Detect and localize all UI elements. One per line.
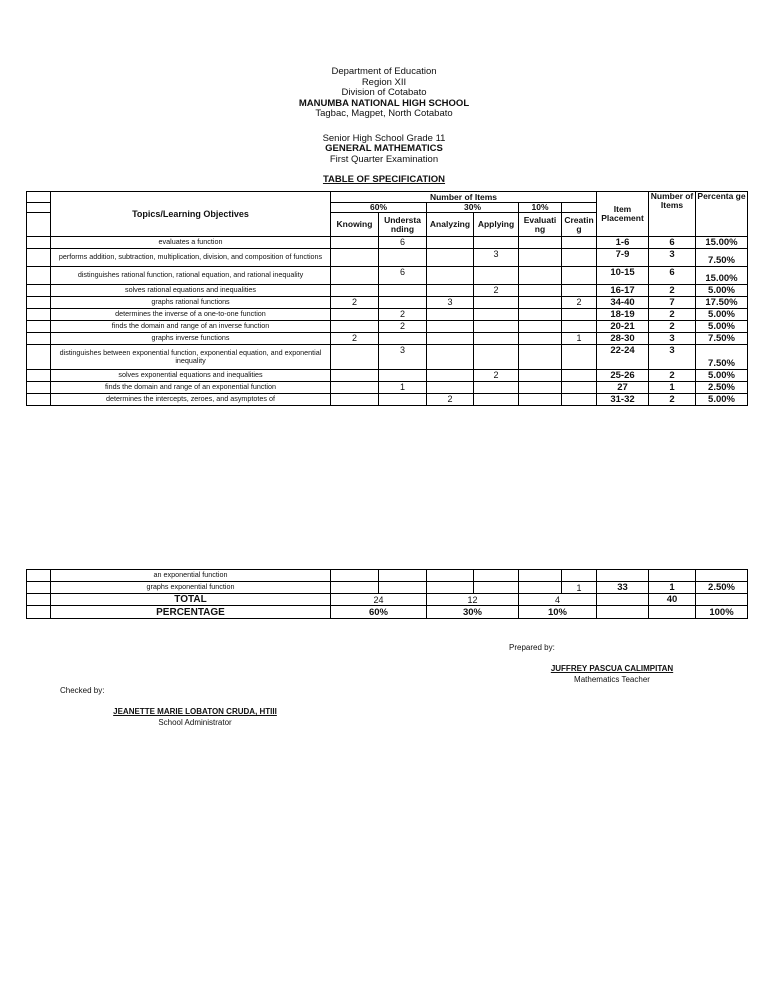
perc-10: 10% (519, 606, 597, 619)
item-placement: 10-15 (597, 267, 649, 285)
percentage: 15.00% (696, 267, 748, 285)
table-row (27, 382, 748, 394)
number-of-items-header: Number of Items (331, 192, 597, 203)
perc-30: 30% (427, 606, 519, 619)
evaluating-count (519, 370, 562, 382)
applying-count (474, 345, 519, 370)
creating-count (562, 249, 597, 267)
evaluating-header: Evaluati ng (519, 213, 562, 237)
table-row (27, 582, 748, 594)
number-of-items: 2 (649, 309, 696, 321)
creating-count: 1 (562, 333, 597, 345)
knowing-header: Knowing (331, 213, 379, 237)
item-placement-header: Item Placement (597, 192, 649, 237)
table-row (27, 297, 748, 309)
preparer-block (548, 664, 676, 684)
understanding-count (379, 297, 427, 309)
analyzing-count: 2 (427, 394, 474, 406)
objective-text: graphs inverse functions (51, 333, 331, 345)
evaluating-count (519, 333, 562, 345)
objective-text: graphs exponential function (51, 582, 331, 594)
applying-count (474, 382, 519, 394)
analyzing-count (427, 285, 474, 297)
objective-text: finds the domain and range of an exponential function (51, 382, 331, 394)
preparer-name: JUFFREY PASCUA CALIMPITAN (550, 664, 674, 673)
table-row (27, 285, 748, 297)
analyzing-count (427, 345, 474, 370)
percentage: 15.00% (696, 237, 748, 249)
number-of-items: 2 (649, 394, 696, 406)
evaluating-count (519, 297, 562, 309)
analyzing-count (427, 333, 474, 345)
percentage: 7.50% (696, 249, 748, 267)
evaluating-count (519, 267, 562, 285)
creating-count (562, 321, 597, 333)
creating-header: Creatin g (562, 213, 597, 237)
creating-count (562, 237, 597, 249)
pct-60-header: 60% (331, 203, 427, 213)
continued-objective: an exponential function (51, 570, 331, 582)
number-of-items: 1 (649, 382, 696, 394)
creating-count (562, 309, 597, 321)
checked-by-label: Checked by: (60, 686, 105, 695)
document-title: TABLE OF SPECIFICATION (322, 174, 446, 185)
total-30: 12 (427, 594, 519, 606)
checker-title: School Administrator (158, 718, 232, 727)
evaluating-count (519, 285, 562, 297)
applying-count: 3 (474, 249, 519, 267)
objective-text: distinguishes rational function, rational equation, and rational inequality (51, 267, 331, 285)
creating-count (562, 370, 597, 382)
creating-count: 1 (562, 582, 597, 594)
school-name: MANUMBA NATIONAL HIGH SCHOOL (298, 97, 470, 109)
creating-count (562, 345, 597, 370)
item-placement: 16-17 (597, 285, 649, 297)
number-of-items: 2 (649, 370, 696, 382)
item-placement: 22-24 (597, 345, 649, 370)
percentage: 2.50% (696, 582, 748, 594)
evaluating-count (519, 309, 562, 321)
table-row (27, 309, 748, 321)
understanding-count (379, 285, 427, 297)
knowing-count (331, 382, 379, 394)
applying-count (474, 333, 519, 345)
knowing-count (331, 237, 379, 249)
preparer-title: Mathematics Teacher (574, 675, 650, 684)
objective-text: graphs rational functions (51, 297, 331, 309)
region-line: Region XII (361, 76, 407, 88)
applying-count: 2 (474, 285, 519, 297)
percentage: 5.00% (696, 321, 748, 333)
evaluating-count (519, 249, 562, 267)
number-of-items: 2 (649, 321, 696, 333)
understanding-count (379, 370, 427, 382)
applying-count: 2 (474, 370, 519, 382)
table-row (27, 267, 748, 285)
table-row (27, 345, 748, 370)
applying-header: Applying (474, 213, 519, 237)
objective-text: distinguishes between exponential function, exponential equation, and exponential inequality (51, 345, 331, 370)
table-row (27, 333, 748, 345)
item-placement: 7-9 (597, 249, 649, 267)
objective-text: solves rational equations and inequalities (51, 285, 331, 297)
knowing-count (331, 394, 379, 406)
understanding-count: 6 (379, 237, 427, 249)
objective-text: determines the intercepts, zeroes, and asymptotes of (51, 394, 331, 406)
creating-count: 2 (562, 297, 597, 309)
percentage: 7.50% (696, 333, 748, 345)
total-10: 4 (519, 594, 597, 606)
number-of-items: 1 (649, 582, 696, 594)
number-of-items: 6 (649, 237, 696, 249)
prepared-by-label: Prepared by: (509, 643, 555, 652)
percentage: 2.50% (696, 382, 748, 394)
knowing-count (331, 345, 379, 370)
percentage: 5.00% (696, 285, 748, 297)
analyzing-header: Analyzing (427, 213, 474, 237)
number-of-items: 3 (649, 345, 696, 370)
percentage-label: PERCENTAGE (51, 606, 331, 619)
analyzing-count (427, 309, 474, 321)
applying-count (474, 297, 519, 309)
table-row (27, 321, 748, 333)
percentage: 17.50% (696, 297, 748, 309)
analyzing-count (427, 249, 474, 267)
perc-60: 60% (331, 606, 427, 619)
pct-10-header: 10% (519, 203, 562, 213)
number-of-items: 2 (649, 285, 696, 297)
knowing-count (331, 285, 379, 297)
item-placement: 20-21 (597, 321, 649, 333)
knowing-count: 2 (331, 333, 379, 345)
evaluating-count (519, 237, 562, 249)
item-placement: 31-32 (597, 394, 649, 406)
percentage: 5.00% (696, 370, 748, 382)
creating-count (562, 267, 597, 285)
item-placement: 33 (597, 582, 649, 594)
table-row (27, 237, 748, 249)
evaluating-count (519, 382, 562, 394)
document-header (0, 67, 768, 186)
understanding-count (379, 249, 427, 267)
evaluating-count (519, 321, 562, 333)
item-placement: 34-40 (597, 297, 649, 309)
checker-name: JEANETTE MARIE LOBATON CRUDA, HTIII (113, 707, 277, 716)
understanding-count: 3 (379, 345, 427, 370)
evaluating-count (519, 345, 562, 370)
understanding-count (379, 333, 427, 345)
knowing-count (331, 370, 379, 382)
knowing-count (331, 309, 379, 321)
creating-count (562, 285, 597, 297)
continuation-table (26, 569, 748, 619)
total-label: TOTAL (51, 594, 331, 606)
total-row (27, 594, 748, 606)
analyzing-count (427, 370, 474, 382)
applying-count (474, 394, 519, 406)
division-line: Division of Cotabato (341, 87, 427, 98)
school-address: Tagbac, Magpet, North Cotabato (315, 108, 453, 119)
grade-line: Senior High School Grade 11 (322, 132, 446, 144)
topics-header: Topics/Learning Objectives (51, 192, 331, 237)
dept-line: Department of Education (331, 66, 437, 77)
analyzing-count (427, 267, 474, 285)
item-placement: 28-30 (597, 333, 649, 345)
analyzing-count (427, 382, 474, 394)
understanding-count: 2 (379, 309, 427, 321)
table-row (27, 370, 748, 382)
analyzing-count: 3 (427, 297, 474, 309)
table-row (27, 249, 748, 267)
subject-line: GENERAL MATHEMATICS (325, 143, 443, 154)
percentage-header: Percenta ge (696, 192, 748, 237)
number-of-items: 3 (649, 333, 696, 345)
understanding-count: 2 (379, 321, 427, 333)
item-placement: 27 (597, 382, 649, 394)
pct-30-header: 30% (427, 203, 519, 213)
evaluating-count (519, 394, 562, 406)
item-placement: 1-6 (597, 237, 649, 249)
analyzing-count (427, 237, 474, 249)
knowing-count (331, 267, 379, 285)
creating-count (562, 394, 597, 406)
item-placement: 18-19 (597, 309, 649, 321)
number-of-items: 6 (649, 267, 696, 285)
item-placement: 25-26 (597, 370, 649, 382)
applying-count (474, 237, 519, 249)
objective-text: determines the inverse of a one-to-one function (51, 309, 331, 321)
percentage-row (27, 606, 748, 619)
understanding-count: 1 (379, 382, 427, 394)
percentage: 5.00% (696, 309, 748, 321)
knowing-count: 2 (331, 297, 379, 309)
checker-block (110, 707, 280, 727)
knowing-count (331, 321, 379, 333)
number-items-header: Number of Items (649, 192, 696, 237)
percentage: 5.00% (696, 394, 748, 406)
objective-text: performs addition, subtraction, multiplication, division, and composition of functions (51, 249, 331, 267)
applying-count (474, 309, 519, 321)
objective-text: evaluates a function (51, 237, 331, 249)
understanding-count: 6 (379, 267, 427, 285)
creating-count (562, 382, 597, 394)
analyzing-count (427, 321, 474, 333)
number-of-items: 7 (649, 297, 696, 309)
total-60: 24 (331, 594, 427, 606)
perc-total: 100% (696, 606, 748, 619)
number-of-items: 3 (649, 249, 696, 267)
applying-count (474, 321, 519, 333)
understanding-count (379, 394, 427, 406)
objective-text: finds the domain and range of an inverse function (51, 321, 331, 333)
understanding-header: Understa nding (379, 213, 427, 237)
total-items: 40 (649, 594, 696, 606)
table-row (27, 394, 748, 406)
knowing-count (331, 249, 379, 267)
percentage: 7.50% (696, 345, 748, 370)
exam-line: First Quarter Examination (329, 153, 439, 165)
applying-count (474, 267, 519, 285)
specification-table (26, 191, 748, 406)
objective-text: solves exponential equations and inequalities (51, 370, 331, 382)
